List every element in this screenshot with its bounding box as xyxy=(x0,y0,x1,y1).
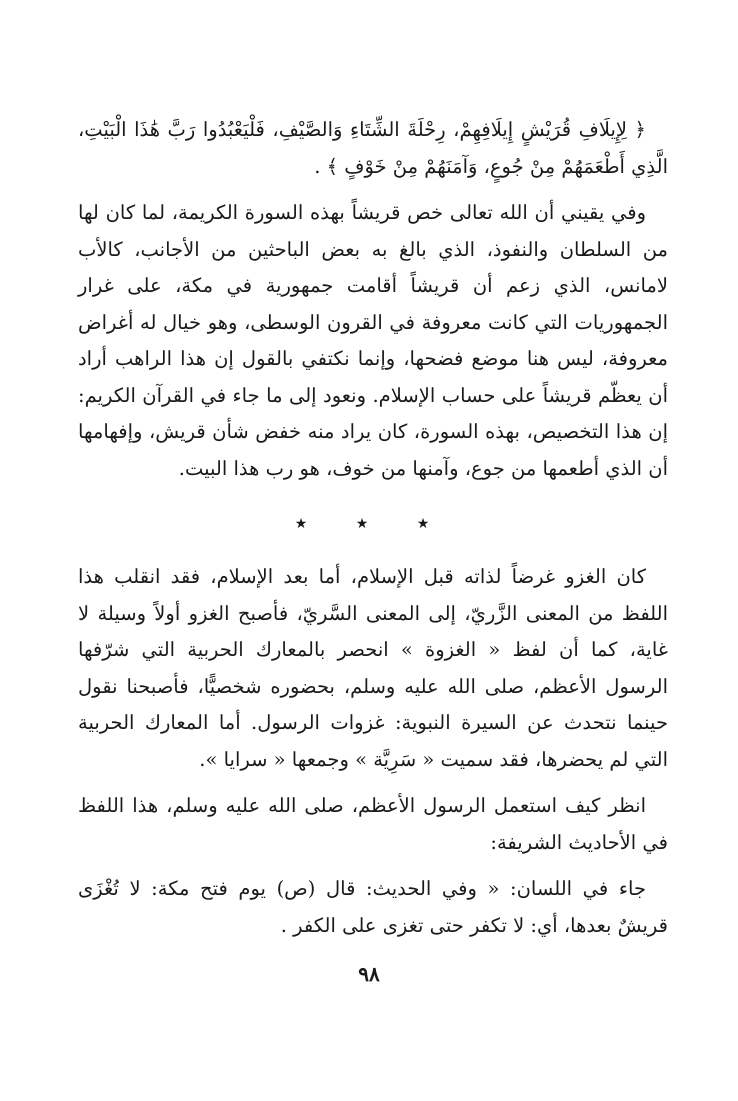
quran-verse: ﴿ لِإِيلَافِ قُرَيْشٍ إِيلَافِهِمْ، رِحْلَةَ الشِّتَاءِ وَالصَّيْفِ، فَلْيَعْبُدُوا رَبَّ هَٰذَا الْبَيْتِ، الَّذِي أَطْعَمَهُمْ مِنْ جُوعٍ، وَآمَنَهُمْ مِنْ خَوْفٍ ﴾ . xyxy=(78,118,668,178)
section-separator xyxy=(78,509,668,539)
page-number: ٩٨ xyxy=(358,962,380,986)
paragraph-hadith-intro: انظر كيف استعمل الرسول الأعظم، صلى الله عليه وسلم، هذا اللفظ في الأحاديث الشريفة: xyxy=(78,794,668,854)
paragraph-quraysh-surah: وفي يقيني أن الله تعالى خص قريشاً بهذه السورة الكريمة، لما كان لها من السلطان والنفوذ، الذي بالغ به بعض الباحثين من الأجانب، كالأب لامانس، الذي زعم أن قريشاً أقامت جمهورية في مكة، على غرار الجمهوريات التي كانت معروفة في القرون الوسطى، وهو خيال له أغراض معروفة، ليس هنا موضع فضحها، وإنما نكتفي بالقول إن هذا الراهب أراد أن يعظّم قريشاً على حساب الإسلام. ونعود إلى ما جاء في القرآن الكريم: إن هذا التخصيص، بهذه السورة، كان يراد منه خفض شأن قريش، وإفهامها أن الذي أطعمها من جوع، وآمنها من خوف، هو رب هذا البيت. xyxy=(78,201,668,480)
star-icon: ★ xyxy=(355,516,391,532)
star-icon: ★ xyxy=(294,516,330,532)
star-icon: ★ xyxy=(416,516,452,532)
page-body xyxy=(78,112,668,954)
paragraph-lisan-quote: جاء في اللسان: « وفي الحديث: قال (ص) يوم فتح مكة: لا تُغْزَى قريشٌ بعدها، أي: لا تكفر حتى تغزى على الكفر . xyxy=(78,877,668,937)
paragraph-ghazw-meaning: كان الغزو غرضاً لذاته قبل الإسلام، أما بعد الإسلام، فقد انقلب هذا اللفظ من المعنى الزَّريّ، إلى المعنى السَّريّ، فأصبح الغزو أولاً وسيلة لا غاية، كما أن لفظ « الغزوة » انحصر بالمعارك الحربية التي شرّفها الرسول الأعظم، صلى الله عليه وسلم، بحضوره شخصيًّا، فأصبحنا نقول حينما نتحدث عن السيرة النبوية: غزوات الرسول. أما المعارك الحربية التي لم يحضرها، فقد سميت « سَرِيَّة » وجمعها « سرايا ». xyxy=(78,565,668,771)
